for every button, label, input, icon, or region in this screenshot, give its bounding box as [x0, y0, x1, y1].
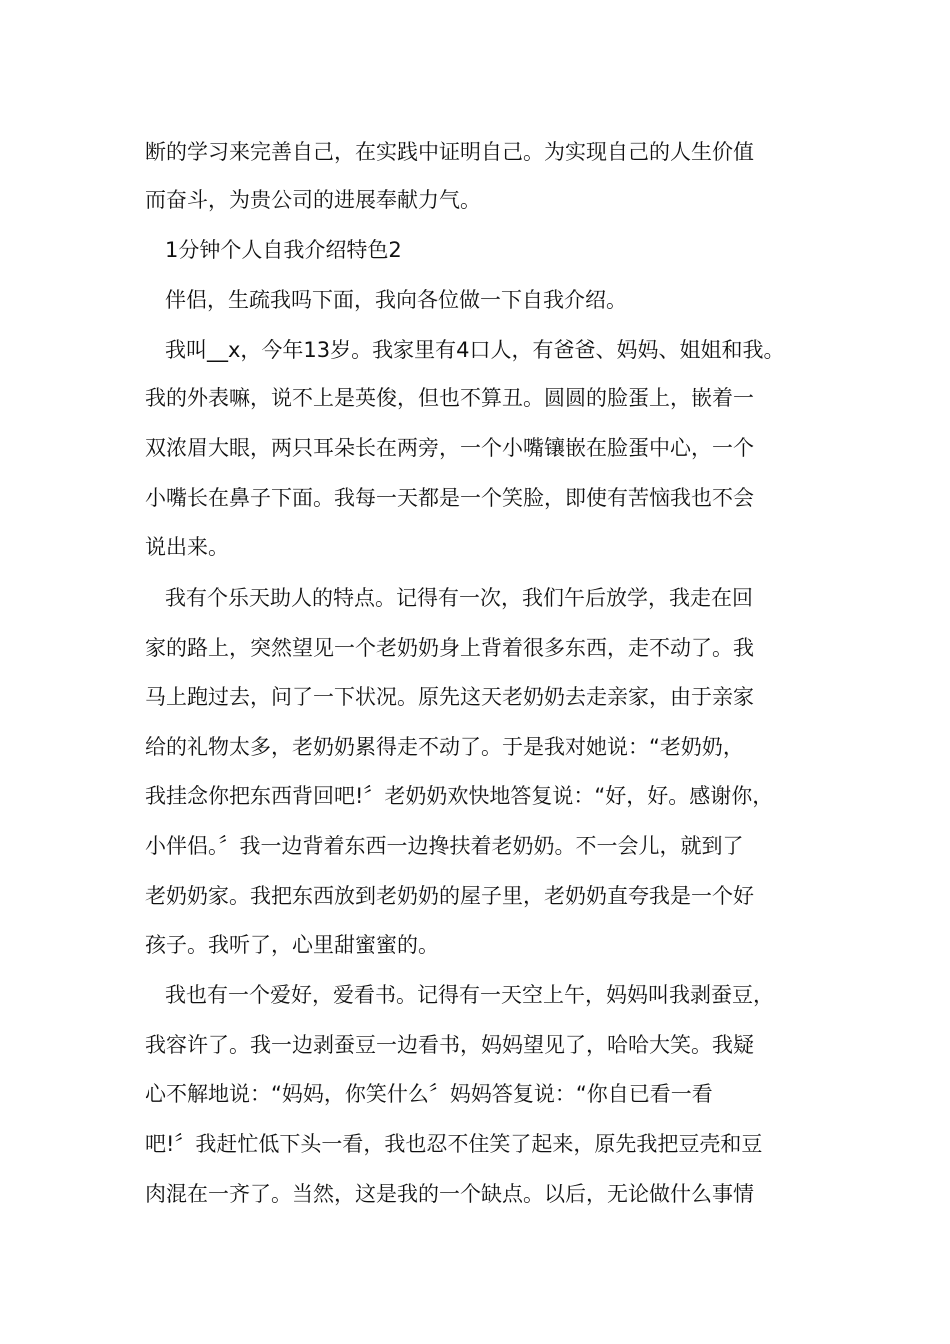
text-line — [0, 578, 950, 618]
text-line — [0, 180, 950, 220]
text-line — [0, 1124, 950, 1164]
line-text: 1分钟个人自我介绍特色2 — [165, 238, 402, 262]
text-line — [0, 826, 950, 866]
text-line — [0, 975, 950, 1015]
line-text: 断的学习来完善自己，在实践中证明自己。为实现自己的人生价值 — [145, 140, 754, 164]
text-line — [0, 280, 950, 320]
line-text: 老奶奶家。我把东西放到老奶奶的屋子里，老奶奶直夸我是一个好 — [145, 884, 754, 908]
text-line — [0, 876, 950, 916]
text-line — [0, 727, 950, 767]
line-text: 肉混在一齐了。当然，这是我的一个缺点。以后，无论做什么事情 — [145, 1182, 754, 1206]
line-text: 小伴侣。〞我一边背着东西一边搀扶着老奶奶。不一会儿，就到了 — [145, 834, 744, 858]
line-text: 小嘴长在鼻子下面。我每一天都是一个笑脸，即使有苦恼我也不会 — [145, 486, 754, 510]
line-text: 我挂念你把东西背回吧!〞老奶奶欢快地答复说：“好，好。感谢你， — [145, 784, 774, 808]
text-line — [0, 478, 950, 518]
text-line — [0, 628, 950, 668]
text-line — [0, 1174, 950, 1214]
line-text: 我叫__x，今年13岁。我家里有4口人，有爸爸、妈妈、姐姐和我。 — [165, 338, 785, 362]
text-line — [0, 677, 950, 717]
text-line — [0, 1025, 950, 1065]
line-text: 心不解地说：“妈妈，你笑什么〞妈妈答复说：“你自已看一看 — [145, 1082, 713, 1106]
text-line — [0, 776, 950, 816]
text-line — [0, 132, 950, 172]
text-line — [0, 925, 950, 965]
line-text: 双浓眉大眼，两只耳朵长在两旁，一个小嘴镶嵌在脸蛋中心，一个 — [145, 436, 754, 460]
text-line — [0, 330, 950, 370]
text-line — [0, 428, 950, 468]
line-text: 我有个乐天助人的特点。记得有一次，我们午后放学，我走在回 — [165, 586, 753, 610]
line-text: 伴侣，生疏我吗下面，我向各位做一下自我介绍。 — [165, 288, 627, 312]
line-text: 我也有一个爱好，爱看书。记得有一天空上午，妈妈叫我剥蚕豆， — [165, 983, 774, 1007]
line-text: 而奋斗，为贵公司的进展奉献力气。 — [145, 188, 481, 212]
line-text: 我容许了。我一边剥蚕豆一边看书，妈妈望见了，哈哈大笑。我疑 — [145, 1033, 754, 1057]
line-text: 孩子。我听了，心里甜蜜蜜的。 — [145, 933, 439, 957]
line-text: 马上跑过去，问了一下状况。原先这天老奶奶去走亲家，由于亲家 — [145, 685, 754, 709]
text-line — [0, 378, 950, 418]
line-text: 给的礼物太多，老奶奶累得走不动了。于是我对她说：“老奶奶， — [145, 735, 744, 759]
text-line — [0, 527, 950, 567]
line-text: 说出来。 — [145, 535, 229, 559]
line-text: 我的外表嘛，说不上是英俊，但也不算丑。圆圆的脸蛋上，嵌着一 — [145, 386, 754, 410]
section-heading — [0, 230, 950, 270]
line-text: 家的路上，突然望见一个老奶奶身上背着很多东西，走不动了。我 — [145, 636, 754, 660]
text-line — [0, 1074, 950, 1114]
line-text: 吧!〞我赶忙低下头一看，我也忍不住笑了起来，原先我把豆壳和豆 — [145, 1132, 763, 1156]
